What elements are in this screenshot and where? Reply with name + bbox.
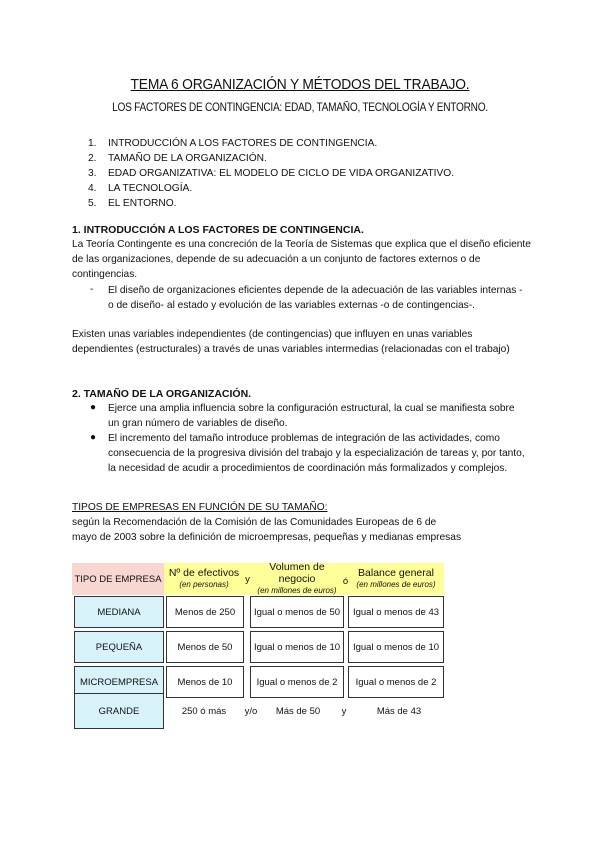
row-volumen: Más de 50 [275, 705, 321, 717]
row-volumen: Igual o menos de 50 [250, 596, 344, 628]
toc-item: 5. EL ENTORNO. [88, 198, 177, 209]
row-balance: Más de 43 [376, 705, 422, 717]
bullet-marker: ● [90, 402, 97, 413]
header-y: y [244, 563, 251, 595]
header-volumen: Volumen de negocio (en millones de euros) [251, 563, 343, 595]
bullet-marker: ● [90, 432, 97, 443]
row-efectivos: Menos de 250 [166, 596, 244, 628]
section-2-heading: 2. TAMAÑO DE LA ORGANIZACIÓN. [72, 388, 252, 400]
row-volumen: Igual o menos de 2 [250, 666, 344, 698]
row-balance: Igual o menos de 2 [348, 666, 444, 698]
row-balance: Igual o menos de 43 [348, 596, 444, 628]
header-efectivos: Nº de efectivos (en personas) [164, 563, 244, 595]
dash-marker: - [90, 284, 94, 295]
section-1-heading: 1. INTRODUCCIÓN A LOS FACTORES DE CONTINGENCIA. [72, 224, 364, 236]
row-balance: Igual o menos de 10 [348, 631, 444, 663]
section-2-bullet: Ejerce una amplia influencia sobre la configuración estructural, la cual se manifiesta sobre un gran número de variables de diseño. [108, 403, 515, 430]
header-o: ó [343, 563, 348, 595]
tipos-line-2: mayo de 2003 sobre la definición de microempresas, pequeñas y medianas empresas [72, 532, 462, 543]
tipos-heading: TIPOS DE EMPRESAS EN FUNCIÓN DE SU TAMAÑO: [72, 502, 328, 513]
header-balance: Balance general (en millones de euros) [348, 563, 444, 595]
row-y: y [341, 705, 347, 717]
toc-item: 1. INTRODUCCIÓN A LOS FACTORES DE CONTINGENCIA. [88, 138, 378, 149]
section-1-dash-item: El diseño de organizaciones eficientes depende de la adecuación de las variables internas -o de diseño- al estado y evolución de las variables externas -o de contingencias-. [108, 285, 523, 312]
header-tipo: TIPO DE EMPRESA [72, 563, 164, 595]
toc-item: 2. TAMAÑO DE LA ORGANIZACIÓN. [88, 153, 267, 164]
table-of-contents [88, 136, 454, 211]
row-tipo-microempresa: MICROEMPRESA [74, 666, 164, 698]
document-subtitle: LOS FACTORES DE CONTINGENCIA: EDAD, TAMAÑO, TECNOLOGÍA Y ENTORNO. [112, 102, 488, 114]
row-volumen: Igual o menos de 10 [250, 631, 344, 663]
row-efectivos: Menos de 50 [166, 631, 244, 663]
row-tipo-grande: GRANDE [74, 693, 164, 729]
section-1-paragraph: La Teoría Contingente es una concreción de la Teoría de Sistemas que explica que el diseño eficiente de las organizaciones, depende de su adecuación a un conjunto de factores externos o de contingencias. [72, 239, 531, 281]
row-efectivos: Menos de 10 [166, 666, 244, 698]
section-1-paragraph-2: Existen unas variables independientes (de contingencias) que influyen en unas variables dependientes (estructurales) a través de unas variables intermedias (relacionadas con el trabajo) [72, 329, 510, 356]
row-efectivos: 250 ó más [181, 705, 227, 717]
row-tipo-pequena: PEQUEÑA [74, 631, 164, 663]
row-tipo-mediana: MEDIANA [74, 596, 164, 628]
toc-item: 4. LA TECNOLOGÍA. [88, 183, 193, 194]
tipos-line-1: según la Recomendación de la Comisión de las Comunidades Europeas de 6 de [72, 517, 437, 528]
section-2-bullet: El incremento del tamaño introduce problemas de integración de las actividades, como consecuencia de la progresiva división del trabajo y la especialización de tareas y, por tanto, la necesidad de acudir a procedimientos de coordinación más formalizados y complejos. [108, 433, 525, 475]
document-title: TEMA 6 ORGANIZACIÓN Y MÉTODOS DEL TRABAJO. [130, 76, 470, 93]
toc-item: 3. EDAD ORGANIZATIVA: EL MODELO DE CICLO DE VIDA ORGANIZATIVO. [88, 168, 455, 179]
row-yo: y/o [244, 705, 258, 717]
